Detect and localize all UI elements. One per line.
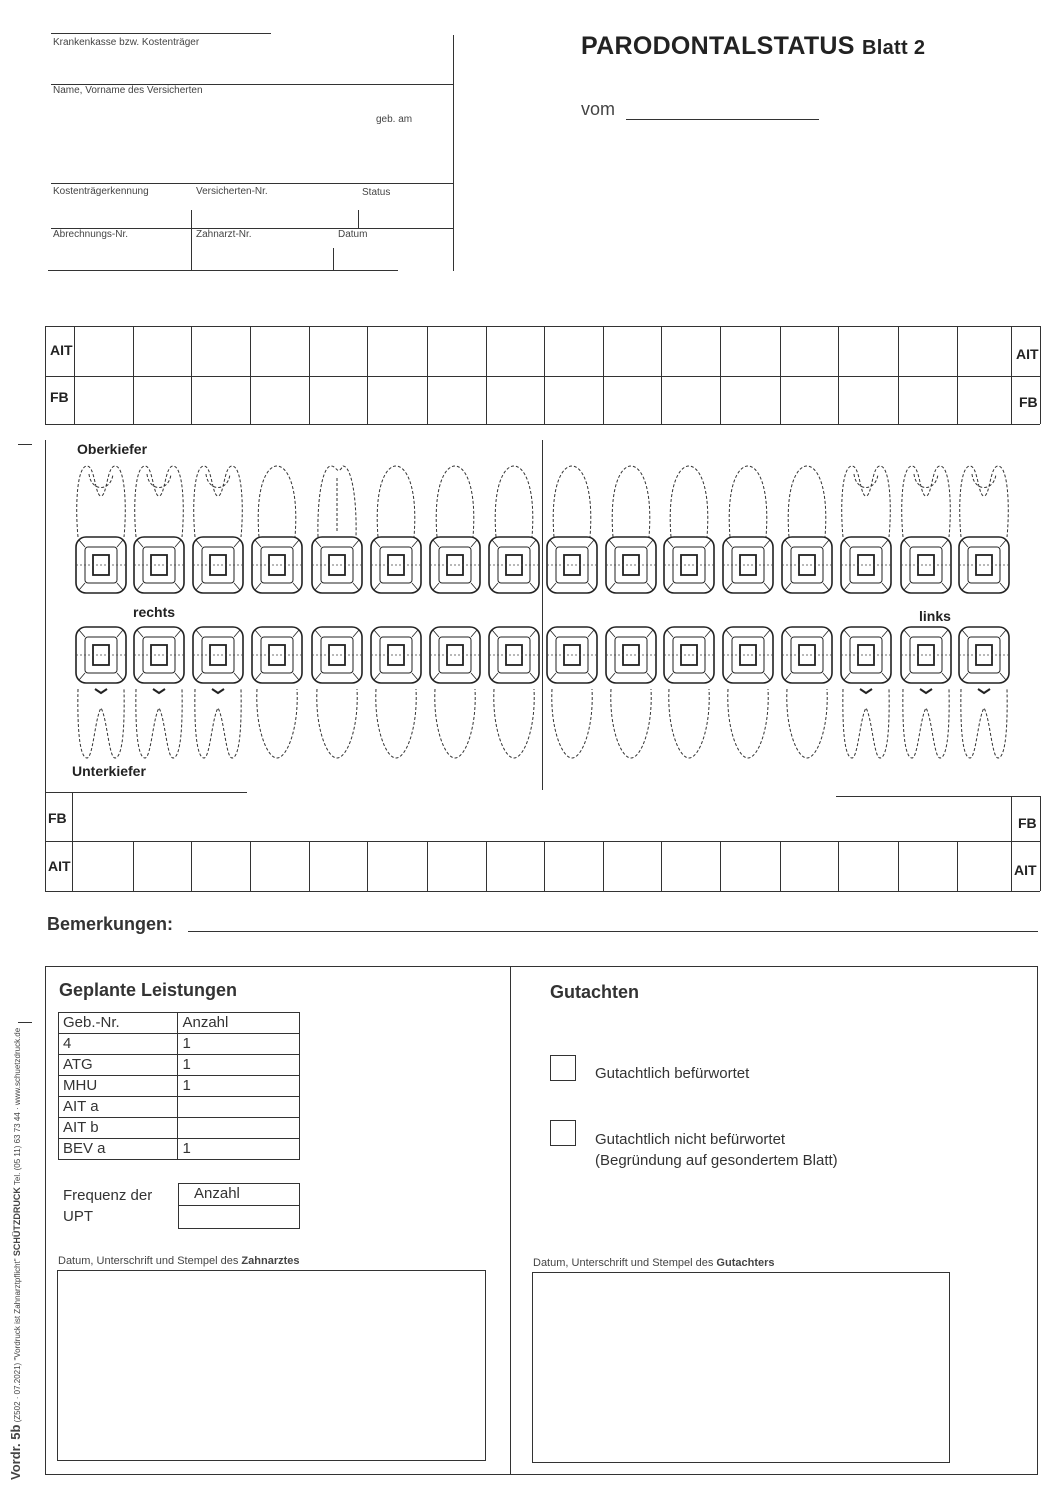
oberkiefer-label: Oberkiefer <box>77 441 148 457</box>
links-label: links <box>919 608 951 624</box>
fold-mark-bottom <box>18 1022 32 1023</box>
upper-tooth[interactable] <box>134 466 184 593</box>
grid-divider <box>661 841 662 891</box>
tooth-root <box>436 466 474 537</box>
tooth-root <box>728 689 768 758</box>
planned-table <box>58 1012 300 1160</box>
table-row[interactable] <box>59 1055 300 1076</box>
dentist-signature-prefix: Datum, Unterschrift und Stempel des <box>58 1255 242 1267</box>
bottom-frame-right <box>1037 966 1038 1474</box>
lower-tooth[interactable] <box>841 627 891 758</box>
reviewer-signature-box[interactable] <box>532 1272 950 1463</box>
lower-tooth[interactable] <box>606 627 656 758</box>
row-nr: AIT a <box>59 1097 178 1118</box>
not-approved-note: (Begründung auf gesondertem Blatt) <box>595 1152 838 1169</box>
bottom-frame-top <box>45 966 1038 967</box>
row-nr: ATG <box>59 1055 178 1076</box>
upper-tooth[interactable] <box>489 466 539 593</box>
lower-fb-label-right: FB <box>1018 815 1037 831</box>
lower-tooth[interactable] <box>723 627 773 758</box>
planned-title: Geplante Leistungen <box>59 980 238 1000</box>
form-title-text: PARODONTALSTATUS <box>581 32 855 60</box>
form-edition: (Z502 · 07.2021) <box>13 1362 22 1423</box>
grid-divider <box>250 841 251 891</box>
frequency-label-line1: Frequenz der <box>63 1187 153 1204</box>
bottom-frame-left <box>45 966 46 1474</box>
upper-tooth[interactable] <box>547 466 597 593</box>
lower-tooth[interactable] <box>959 627 1009 758</box>
frequency-label-line2: UPT <box>63 1208 93 1225</box>
unterkiefer-label: Unterkiefer <box>72 763 146 779</box>
upper-fb-label-left: FB <box>50 389 69 405</box>
grid-divider <box>720 841 721 891</box>
upper-tooth[interactable] <box>664 466 714 593</box>
upper-ait-label-left: AIT <box>50 342 73 358</box>
frequency-value-cell[interactable] <box>178 1205 300 1229</box>
label-name: Name, Vorname des Versicherten <box>53 85 203 96</box>
dentist-signature-label <box>58 1255 300 1267</box>
grid-divider <box>486 841 487 891</box>
grid-divider <box>427 841 428 891</box>
label-geb-am: geb. am <box>376 114 413 125</box>
header-geb-nr: Geb.-Nr. <box>59 1013 178 1034</box>
tooth-root <box>77 466 126 537</box>
tooth-root-inner <box>854 474 878 488</box>
upper-tooth[interactable] <box>841 466 891 593</box>
approved-label: Gutachtlich befürwortet <box>595 1065 750 1082</box>
dentist-signature-bold: Zahnarztes <box>241 1255 300 1267</box>
upper-tooth[interactable] <box>193 466 243 593</box>
not-approved-label <box>595 1129 838 1171</box>
lower-tooth[interactable] <box>664 627 714 758</box>
row-count[interactable]: 1 <box>178 1055 300 1076</box>
form-number: Vordr. 5b <box>8 1424 23 1480</box>
dentist-signature-box[interactable] <box>57 1270 486 1461</box>
publisher: SCHÜTZDRUCK <box>12 1187 22 1257</box>
row-count[interactable]: 1 <box>178 1076 300 1097</box>
tooth-root <box>195 689 241 758</box>
form-imprint <box>8 1028 23 1480</box>
approved-checkbox[interactable] <box>550 1055 576 1081</box>
lower-fb-label-left: FB <box>48 810 67 826</box>
tooth-root <box>669 689 709 758</box>
row-count[interactable]: 1 <box>178 1034 300 1055</box>
upper-tooth[interactable] <box>901 466 951 593</box>
tooth-root <box>961 689 1007 758</box>
frequency-box <box>58 1183 300 1229</box>
tooth-root <box>842 466 891 537</box>
upper-teeth[interactable] <box>76 466 1009 593</box>
upper-ait-label-right: AIT <box>1016 346 1039 362</box>
lower-tooth[interactable] <box>901 627 951 758</box>
bottom-frame-divider <box>510 966 511 1474</box>
publisher-contact: Tel. (05 11) 63 73 44 · www.schuetzdruck.de <box>13 1027 22 1186</box>
reviewer-signature-bold: Gutachters <box>716 1257 775 1269</box>
upper-tooth[interactable] <box>312 466 362 593</box>
tooth-root <box>552 689 592 758</box>
tooth-root-inner <box>147 474 171 488</box>
table-row[interactable] <box>59 1097 300 1118</box>
label-versicherten-nr: Versicherten-Nr. <box>196 186 268 197</box>
frequency-count-label: Anzahl <box>194 1185 240 1202</box>
row-count[interactable]: 1 <box>178 1139 300 1160</box>
lower-tooth[interactable] <box>782 627 832 758</box>
reviewer-signature-label <box>533 1257 775 1269</box>
upper-tooth[interactable] <box>371 466 421 593</box>
tooth-root <box>136 689 182 758</box>
frequency-header-cell <box>178 1183 300 1206</box>
label-datum: Datum <box>338 229 368 240</box>
not-approved-text: Gutachtlich nicht befürwortet <box>595 1131 786 1148</box>
tooth-root <box>960 466 1009 537</box>
upper-tooth[interactable] <box>723 466 773 593</box>
form-quote: "Vordruck ist Zahnarztpflicht" <box>13 1258 22 1361</box>
row-nr: BEV a <box>59 1139 178 1160</box>
vom-label: vom <box>581 99 616 119</box>
tooth-root <box>787 689 827 758</box>
tooth-root <box>729 466 767 537</box>
lower-ait-label-left: AIT <box>48 858 71 874</box>
grid-divider <box>898 841 899 891</box>
tooth-furcation <box>95 689 107 693</box>
tooth-root <box>553 466 591 537</box>
table-row[interactable] <box>59 1034 300 1055</box>
not-approved-checkbox[interactable] <box>550 1120 576 1146</box>
lower-tooth[interactable] <box>193 627 243 758</box>
row-nr: MHU <box>59 1076 178 1097</box>
upper-fb-label-right: FB <box>1019 394 1038 410</box>
table-row[interactable] <box>59 1118 300 1139</box>
tooth-root <box>612 466 650 537</box>
tooth-furcation <box>920 689 932 693</box>
tooth-root-inner <box>914 474 938 488</box>
bottom-frame-bottom <box>45 1474 1038 1475</box>
lower-tooth[interactable] <box>134 627 184 758</box>
label-abrechnungs-nr: Abrechnungs-Nr. <box>53 229 129 240</box>
tooth-root-inner <box>89 474 113 488</box>
lower-tooth[interactable] <box>489 627 539 758</box>
upper-tooth[interactable] <box>959 466 1009 593</box>
sheet-label: Blatt 2 <box>862 37 926 59</box>
tooth-root <box>788 466 826 537</box>
tooth-root <box>318 466 356 537</box>
upper-tooth[interactable] <box>430 466 480 593</box>
planned-table-header <box>59 1013 300 1034</box>
grid-divider <box>780 841 781 891</box>
reviewer-signature-prefix: Datum, Unterschrift und Stempel des <box>533 1257 717 1269</box>
grid-divider <box>957 841 958 891</box>
tooth-furcation <box>860 689 872 693</box>
lower-tooth[interactable] <box>252 627 302 758</box>
upper-tooth[interactable] <box>606 466 656 593</box>
lower-tooth[interactable] <box>430 627 480 758</box>
gutachten-title: Gutachten <box>550 982 640 1002</box>
tooth-root <box>494 689 534 758</box>
tooth-root <box>258 466 296 537</box>
grid-divider <box>309 841 310 891</box>
grid-divider <box>544 841 545 891</box>
tooth-furcation <box>153 689 165 693</box>
grid-divider <box>191 841 192 891</box>
grid-divider <box>838 841 839 891</box>
tooth-root <box>902 466 951 537</box>
lower-tooth[interactable] <box>312 627 362 758</box>
grid-divider <box>133 841 134 891</box>
tooth-root <box>843 689 889 758</box>
upper-tooth[interactable] <box>252 466 302 593</box>
grid-divider <box>603 841 604 891</box>
rechts-label: rechts <box>133 604 176 620</box>
upper-tooth[interactable] <box>782 466 832 593</box>
tooth-root <box>495 466 533 537</box>
tooth-root <box>317 689 357 758</box>
table-row[interactable] <box>59 1139 300 1160</box>
tooth-root <box>376 689 416 758</box>
tooth-root-inner <box>972 474 996 488</box>
tooth-root <box>670 466 708 537</box>
lower-ait-label-right: AIT <box>1014 862 1037 878</box>
tooth-root <box>903 689 949 758</box>
table-row[interactable] <box>59 1076 300 1097</box>
tooth-root <box>611 689 651 758</box>
tooth-root <box>135 466 184 537</box>
row-count[interactable] <box>178 1097 300 1118</box>
row-nr: AIT b <box>59 1118 178 1139</box>
label-kostentraeger-kennung: Kostenträgerkennung <box>53 186 149 197</box>
bemerkungen-line[interactable] <box>188 931 1038 932</box>
label-status: Status <box>362 187 391 198</box>
label-zahnarzt-nr: Zahnarzt-Nr. <box>196 229 252 240</box>
tooth-root <box>377 466 415 537</box>
tooth-root <box>78 689 124 758</box>
tooth-root <box>435 689 475 758</box>
row-nr: 4 <box>59 1034 178 1055</box>
header-anzahl: Anzahl <box>178 1013 300 1034</box>
tooth-furcation <box>212 689 224 693</box>
tooth-root <box>257 689 297 758</box>
bemerkungen-label: Bemerkungen: <box>47 914 174 934</box>
tooth-furcation <box>978 689 990 693</box>
upper-tooth[interactable] <box>76 466 126 593</box>
tooth-root-inner <box>206 474 230 488</box>
tooth-root <box>194 466 243 537</box>
row-count[interactable] <box>178 1118 300 1139</box>
lower-tooth[interactable] <box>547 627 597 758</box>
lower-tooth[interactable] <box>76 627 126 758</box>
label-krankenkasse: Krankenkasse bzw. Kostenträger <box>53 37 200 48</box>
frequency-label <box>63 1185 152 1227</box>
grid-divider <box>367 841 368 891</box>
lower-teeth[interactable] <box>76 627 1009 758</box>
lower-tooth[interactable] <box>371 627 421 758</box>
